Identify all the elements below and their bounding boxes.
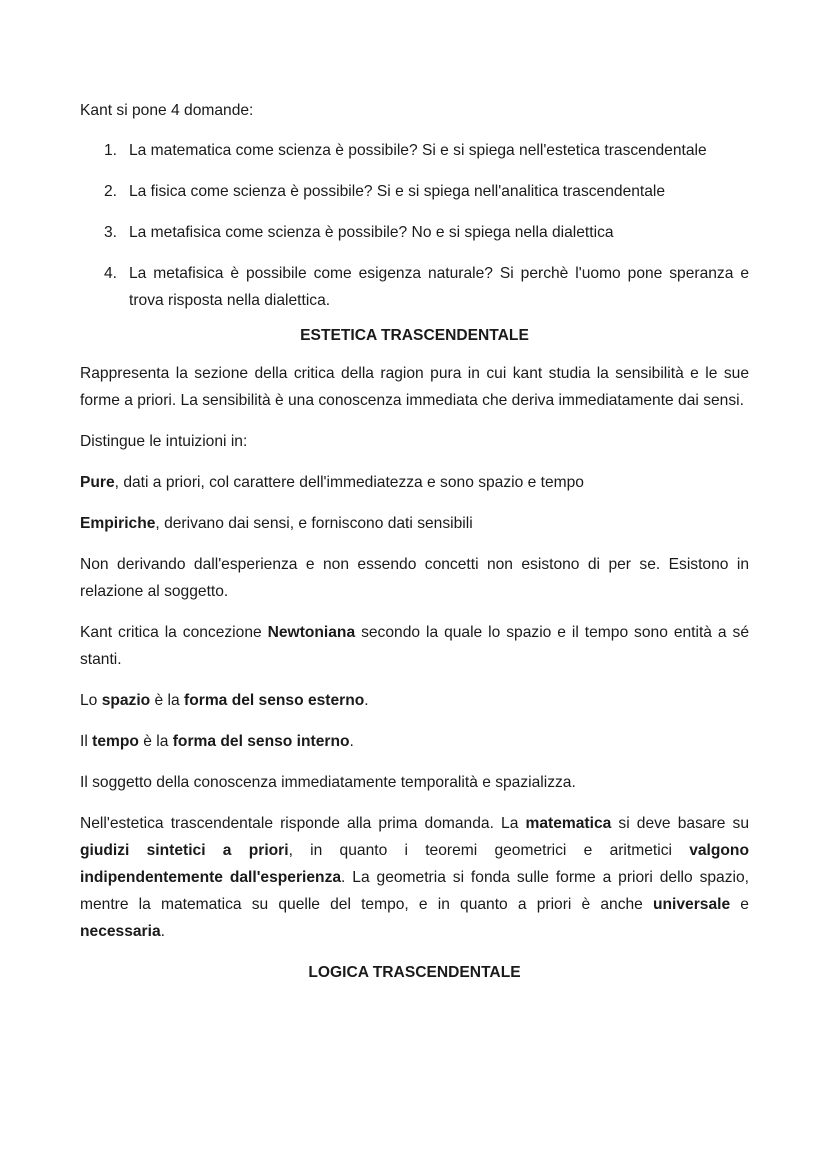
section-heading-estetica: ESTETICA TRASCENDENTALE (300, 327, 529, 344)
bold-term-necessaria: necessaria (80, 923, 161, 940)
text-span: , dati a priori, col carattere dell'immediatezza e sono spazio e tempo (114, 474, 584, 491)
questions-list (80, 137, 749, 314)
bold-term-matematica: matematica (525, 815, 612, 832)
text-span: Nell'estetica trascendentale risponde alla prima domanda. La (80, 815, 526, 832)
paragraph-tempo (80, 728, 749, 755)
text-span: è la (150, 692, 185, 709)
text-span: , in quanto i teoremi geometrici e aritmetici (288, 842, 690, 859)
paragraph-empiriche (80, 510, 749, 537)
list-item-text: La metafisica è possibile come esigenza naturale? Si perchè l'uomo pone speranza e trova risposta nella dialettica. (129, 265, 749, 309)
text-span: . (349, 733, 354, 750)
list-number: 1. (104, 142, 118, 159)
text-span: secondo la quale lo spazio e il tempo sono entità a sé stanti. (80, 624, 750, 668)
paragraph-soggetto: Il soggetto della conoscenza immediatamente temporalità e spazializza. (80, 774, 576, 791)
text-span: . (364, 692, 369, 709)
text-span: si deve basare su (611, 815, 749, 832)
list-item (80, 219, 749, 246)
list-number: 3. (104, 224, 118, 241)
list-item-text: La metafisica come scienza è possibile? No e si spiega nella dialettica (129, 224, 614, 241)
bold-term-universale: universale (653, 896, 731, 913)
list-item (80, 260, 749, 314)
text-span: , derivano dai sensi, e forniscono dati sensibili (155, 515, 473, 532)
list-item (80, 178, 749, 205)
list-number: 4. (104, 265, 118, 282)
paragraph-non-derivando: Non derivando dall'esperienza e non essendo concetti non esistono di per se. Esistono in relazione al soggetto. (80, 556, 749, 600)
list-item-text: La fisica come scienza è possibile? Si e si spiega nell'analitica trascendentale (129, 183, 666, 200)
bold-term-senso-interno: forma del senso interno (172, 733, 350, 750)
text-span: . La geometria si fonda sulle forme a priori dello spazio, mentre la matematica su quelle del tempo, e in quanto a priori è anche (80, 869, 749, 913)
bold-term-senso-esterno: forma del senso esterno (184, 692, 365, 709)
list-item (80, 137, 749, 164)
bold-term-empiriche: Empiriche (80, 515, 156, 532)
paragraph-kant-critica (80, 619, 749, 673)
text-span: Lo (80, 692, 102, 709)
list-number: 2. (104, 183, 118, 200)
text-span: è la (138, 733, 173, 750)
text-span: Il (80, 733, 93, 750)
bold-term-valgono: valgono indipendentemente dall'esperienza (80, 842, 749, 886)
text-span: Kant critica la concezione (80, 624, 268, 641)
list-item-text: La matematica come scienza è possibile? Si e si spiega nell'estetica trascendentale (129, 142, 707, 159)
document-page (80, 97, 749, 997)
paragraph-spazio (80, 687, 749, 714)
bold-term-spazio: spazio (101, 692, 151, 709)
bold-term-giudizi: giudizi sintetici a priori (80, 842, 289, 859)
bold-term-pure: Pure (80, 474, 115, 491)
paragraph-rappresenta: Rappresenta la sezione della critica della ragion pura in cui kant studia la sensibilità e le sue forme a priori. La sensibilità è una conoscenza immediata che deriva immediatamente dai sensi. (80, 365, 749, 409)
paragraph-distingue: Distingue le intuizioni in: (80, 433, 248, 450)
bold-term-tempo: tempo (92, 733, 139, 750)
paragraph-estetica (80, 810, 749, 945)
intro-text: Kant si pone 4 domande: (80, 102, 254, 119)
text-span: . (160, 923, 165, 940)
text-span: e (730, 896, 749, 913)
bold-term-newtoniana: Newtoniana (267, 624, 356, 641)
section-heading-logica: LOGICA TRASCENDENTALE (308, 964, 521, 981)
paragraph-pure (80, 469, 749, 496)
